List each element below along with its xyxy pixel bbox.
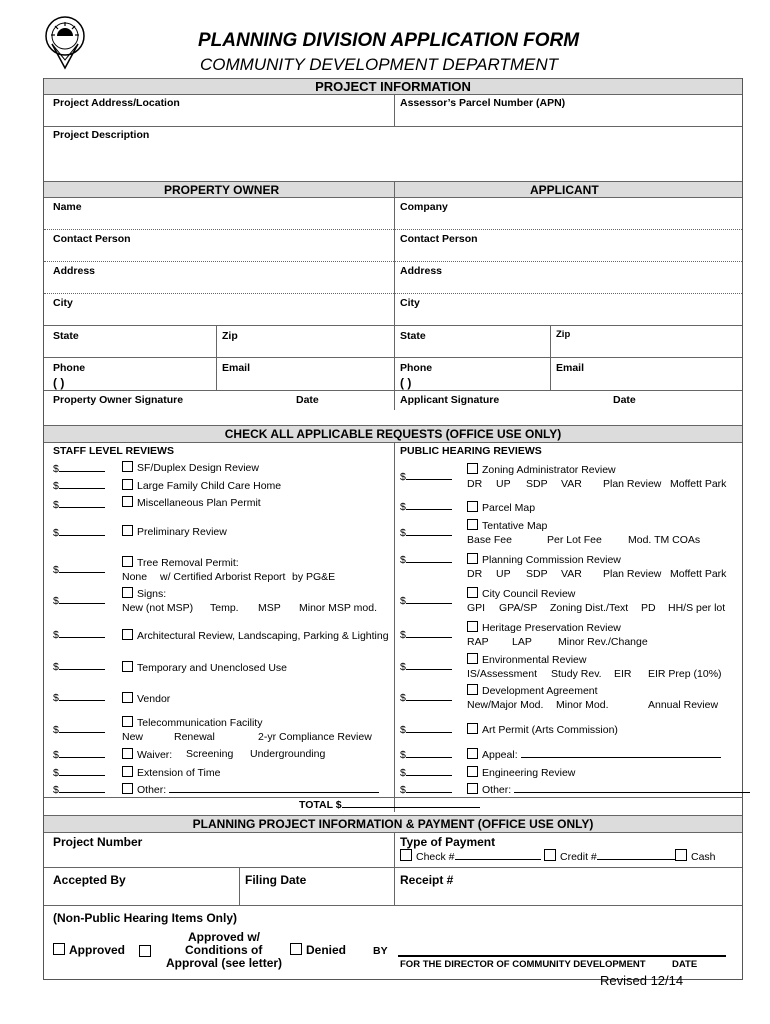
environmental-opt-is: IS/Assessment [467,668,538,680]
owner-city-label: City [53,297,73,309]
fee-appeal[interactable]: $ [400,749,452,761]
tree-option-arborist: w/ Certified Arborist Report [160,571,286,583]
director-date-label: DATE [672,959,698,970]
approved-conditions-line2: Conditions of [185,943,263,957]
fee-commission[interactable]: $ [400,554,452,566]
checkbox-icon[interactable] [467,723,478,734]
checkbox-icon[interactable] [467,501,478,512]
checkbox-icon[interactable] [467,587,478,598]
check-art[interactable]: Art Permit (Arts Commission) [467,723,618,736]
fee-council[interactable]: $ [400,595,452,607]
fee-telecom[interactable]: $ [53,724,105,736]
fee-environmental[interactable]: $ [400,661,452,673]
check-misc[interactable]: Miscellaneous Plan Permit [122,496,261,509]
revision-note: Revised 12/14 [600,973,684,988]
tree-option-none: None [122,571,148,583]
check-signs[interactable]: Signs: [122,587,166,600]
heritage-opt-minor: Minor Rev./Change [558,636,648,648]
applicant-address-label: Address [400,265,443,277]
checkbox-icon[interactable] [467,621,478,632]
environmental-opt-eir: EIR [614,668,632,680]
owner-signature-label: Property Owner Signature [53,394,184,406]
commission-opt-up: UP [496,568,511,580]
checkbox-icon[interactable] [122,783,133,794]
zoning-opt-var: VAR [561,478,582,490]
fee-extension[interactable]: $ [53,767,105,779]
fee-arch[interactable]: $ [53,629,105,641]
checkbox-icon[interactable] [675,849,687,861]
approved-conditions-checkbox[interactable] [139,945,151,957]
heritage-opt-lap: LAP [512,636,532,648]
checkbox-icon[interactable] [122,587,133,598]
checkbox-icon[interactable] [467,783,478,794]
signs-option-new: New (not MSP) [122,602,194,614]
application-form [43,78,743,980]
fee-childcare[interactable]: $ [53,480,105,492]
fee-misc[interactable]: $ [53,499,105,511]
owner-contact-label: Contact Person [53,233,131,245]
checkbox-icon[interactable] [122,461,133,472]
applicant-date-label: Date [613,394,636,406]
owner-name-label: Name [53,201,82,213]
approved-conditions-line1: Approved w/ [188,930,261,944]
checkbox-icon[interactable] [467,463,478,474]
checkbox-icon[interactable] [122,766,133,777]
zoning-opt-moffett: Moffett Park [670,478,727,490]
fee-sfd[interactable]: $ [53,463,105,475]
checkbox-icon[interactable] [122,556,133,567]
fee-art[interactable]: $ [400,724,452,736]
commission-opt-sdp: SDP [526,568,548,580]
check-sfd[interactable]: SF/Duplex Design Review [122,461,259,474]
checkbox-icon[interactable] [467,748,478,759]
applicant-signature-label: Applicant Signature [400,394,500,406]
non-public-label: (Non-Public Hearing Items Only) [53,911,238,925]
accepted-by-label: Accepted By [53,873,126,887]
commission-opt-moffett: Moffett Park [670,568,727,580]
check-tentative[interactable]: Tentative Map [467,519,547,532]
total-field[interactable]: TOTAL $ [299,799,480,811]
check-parcel[interactable]: Parcel Map [467,501,535,514]
council-opt-pd: PD [641,602,656,614]
checkbox-icon[interactable] [122,748,133,759]
owner-address-label: Address [53,265,96,277]
check-vendor[interactable]: Vendor [122,692,170,705]
development-opt-new: New/Major Mod. [467,699,544,711]
checkbox-icon[interactable] [122,629,133,640]
fee-prelim[interactable]: $ [53,527,105,539]
signs-option-temp: Temp. [210,602,239,614]
form-subtitle: COMMUNITY DEVELOPMENT DEPARTMENT [200,55,558,74]
check-other-public[interactable]: Other: [467,783,750,796]
checkbox-icon[interactable] [122,525,133,536]
applicant-heading: APPLICANT [530,183,599,197]
credit-payment-option[interactable]: Credit # [544,849,675,863]
fee-heritage[interactable]: $ [400,629,452,641]
type-of-payment-label: Type of Payment [400,835,496,849]
owner-phone-parens: ( ) [53,376,65,390]
project-number-label: Project Number [53,835,143,849]
check-tree[interactable]: Tree Removal Permit: [122,556,239,569]
apn-label: Assessor’s Parcel Number (APN) [400,97,566,109]
check-environmental[interactable]: Environmental Review [467,653,586,666]
checkbox-icon[interactable] [122,692,133,703]
applicant-phone-label: Phone [400,362,433,374]
project-description-label: Project Description [53,129,150,141]
checkbox-icon[interactable] [53,943,65,955]
applicant-city-label: City [400,297,420,309]
property-owner-heading: PROPERTY OWNER [164,183,280,197]
applicant-company-label: Company [400,201,448,213]
project-information-heading: PROJECT INFORMATION [44,78,742,95]
council-opt-zoning: Zoning Dist./Text [550,602,629,614]
tentative-opt-mod: Mod. TM COAs [628,534,701,546]
applicant-email-label: Email [556,362,585,374]
telecom-option-compliance: 2-yr Compliance Review [258,731,372,743]
check-zoning[interactable]: Zoning Administrator Review [467,463,616,476]
director-label: FOR THE DIRECTOR OF COMMUNITY DEVELOPMENT [400,959,646,970]
fee-tentative[interactable]: $ [400,527,452,539]
checkbox-icon[interactable] [467,519,478,530]
check-council[interactable]: City Council Review [467,587,575,600]
owner-date-label: Date [296,394,319,406]
applicant-state-label: State [400,330,426,342]
check-payment-option[interactable]: Check # [400,849,541,863]
check-development[interactable]: Development Agreement [467,684,598,697]
fee-waiver[interactable]: $ [53,749,105,761]
check-arch[interactable]: Architectural Review, Landscaping, Parking & Lighting [122,629,389,642]
check-telecom[interactable]: Telecommunication Facility [122,716,262,729]
by-label: BY [373,945,388,957]
fee-vendor[interactable]: $ [53,692,105,704]
owner-phone-label: Phone [53,362,86,374]
tentative-opt-perlot: Per Lot Fee [547,534,602,546]
waiver-option-screening: Screening [186,748,234,760]
receipt-label: Receipt # [400,873,454,887]
staff-reviews-heading: STAFF LEVEL REVIEWS [53,445,174,457]
check-extension[interactable]: Extension of Time [122,766,220,779]
fee-other-public[interactable]: $ [400,784,452,796]
fee-other-staff[interactable]: $ [53,784,105,796]
checkbox-icon[interactable] [544,849,556,861]
telecom-option-renewal: Renewal [174,731,215,743]
council-opt-gpi: GPI [467,602,486,614]
heritage-opt-rap: RAP [467,636,489,648]
filing-date-label: Filing Date [245,873,307,887]
fee-parcel[interactable]: $ [400,501,452,513]
zoning-opt-plan: Plan Review [603,478,662,490]
zoning-opt-dr: DR [467,478,483,490]
approved-option[interactable]: Approved [53,943,125,957]
tree-option-pge: by PG&E [292,571,336,583]
signs-option-msp: MSP [258,602,281,614]
check-appeal[interactable]: Appeal: [467,748,721,761]
owner-state-label: State [53,330,79,342]
commission-opt-var: VAR [561,568,582,580]
development-opt-minor: Minor Mod. [556,699,609,711]
waiver-option-undergrounding: Undergrounding [250,748,326,760]
checkbox-icon[interactable] [467,653,478,664]
check-commission[interactable]: Planning Commission Review [467,553,621,566]
requests-heading: CHECK ALL APPLICABLE REQUESTS (OFFICE USE ONLY) [44,425,742,443]
checkbox-icon[interactable] [400,849,412,861]
project-address-label: Project Address/Location [53,97,180,109]
approved-conditions-line3: Approval (see letter) [166,956,283,970]
denied-option[interactable]: Denied [290,943,346,957]
commission-opt-plan: Plan Review [603,568,662,580]
check-childcare[interactable]: Large Family Child Care Home [122,479,281,492]
environmental-opt-eirprep: EIR Prep (10%) [648,668,722,680]
fee-engineering[interactable]: $ [400,767,452,779]
checkbox-icon[interactable] [467,766,478,777]
fee-signs[interactable]: $ [53,595,105,607]
fee-temp[interactable]: $ [53,661,105,673]
telecom-option-new: New [122,731,144,743]
checkbox-icon[interactable] [122,479,133,490]
fee-zoning[interactable]: $ [400,471,452,483]
check-temp[interactable]: Temporary and Unenclosed Use [122,661,287,674]
zoning-opt-up: UP [496,478,511,490]
owner-email-label: Email [222,362,251,374]
tentative-opt-base: Base Fee [467,534,512,546]
council-opt-hhs: HH/S per lot [668,602,726,614]
applicant-phone-parens: ( ) [400,376,412,390]
owner-zip-label: Zip [222,330,238,342]
checkbox-icon[interactable] [467,553,478,564]
applicant-contact-label: Contact Person [400,233,478,245]
checkbox-icon[interactable] [467,684,478,695]
checkbox-icon[interactable] [122,496,133,507]
city-seal-logo [44,14,90,70]
development-opt-annual: Annual Review [648,699,719,711]
payment-heading: PLANNING PROJECT INFORMATION & PAYMENT (OFFICE USE ONLY) [44,815,742,833]
director-signature-line[interactable] [398,955,726,957]
zoning-opt-sdp: SDP [526,478,548,490]
checkbox-icon[interactable] [122,661,133,672]
form-title: PLANNING DIVISION APPLICATION FORM [198,30,580,51]
cash-payment-option[interactable]: Cash [675,849,716,863]
check-prelim[interactable]: Preliminary Review [122,525,227,538]
council-opt-gpa: GPA/SP [499,602,538,614]
check-waiver[interactable]: Waiver: [122,748,172,761]
fee-tree[interactable]: $ [53,564,105,576]
public-reviews-heading: PUBLIC HEARING REVIEWS [400,445,542,457]
applicant-zip-label: Zip [556,329,571,340]
fee-development[interactable]: $ [400,692,452,704]
check-heritage[interactable]: Heritage Preservation Review [467,621,621,634]
checkbox-icon[interactable] [122,716,133,727]
signs-option-minor: Minor MSP mod. [299,602,377,614]
environmental-opt-study: Study Rev. [551,668,602,680]
check-other-staff[interactable]: Other: [122,783,379,796]
check-engineering[interactable]: Engineering Review [467,766,575,779]
checkbox-icon[interactable] [290,943,302,955]
commission-opt-dr: DR [467,568,483,580]
